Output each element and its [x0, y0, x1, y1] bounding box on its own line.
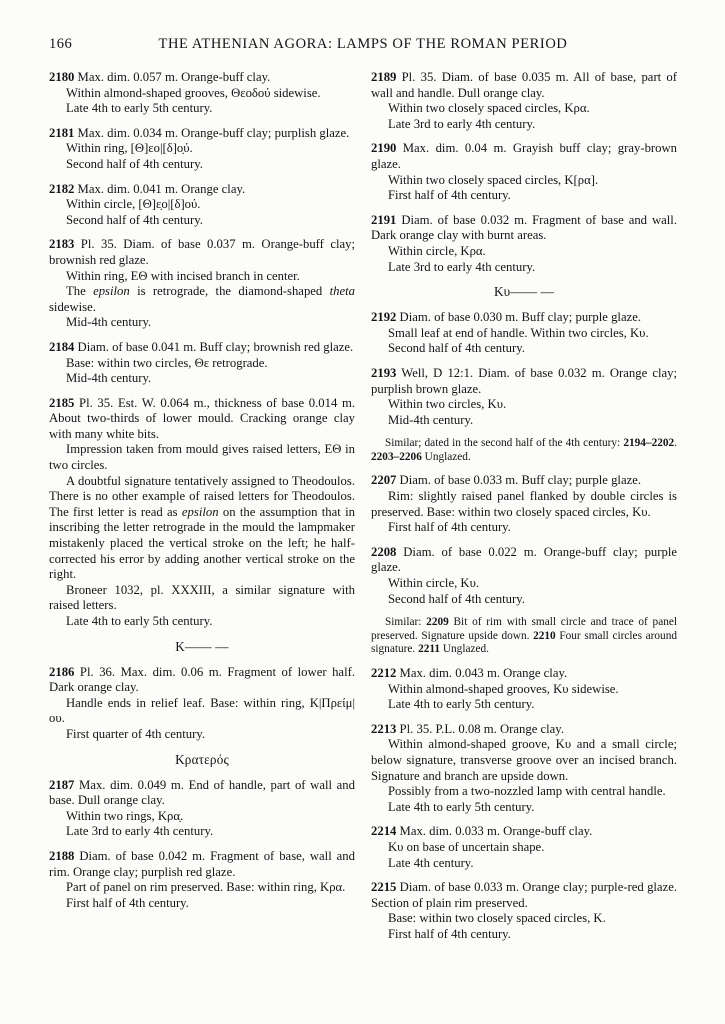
- paragraph: Late 4th to early 5th century.: [388, 799, 535, 814]
- catalog-entry-2181: [49, 126, 355, 173]
- paragraph: Within almond-shaped grooves, Θεοδού sidewise.: [66, 85, 321, 100]
- paragraph: Handle ends in relief leaf. Base: within ring, Κ|Πρείμ|ου.: [49, 695, 355, 726]
- paragraph: Small leaf at end of handle. Within two circles, Κυ.: [388, 325, 649, 340]
- paragraph: Within ring, ΕΘ with incised branch in center.: [66, 268, 300, 283]
- paragraph: Second half of 4th century.: [66, 212, 203, 227]
- left-column: [49, 70, 355, 994]
- paragraph: Second half of 4th century.: [388, 341, 525, 356]
- paragraph: 2182 Max. dim. 0.041 m. Orange clay.: [49, 181, 246, 196]
- paragraph: 2193 Well, D 12:1. Diam. of base 0.032 m. Orange clay; purplish brown glaze.: [371, 365, 677, 396]
- catalog-entry-2207: [371, 473, 677, 535]
- catalog-entry-2186: [49, 665, 355, 743]
- paragraph: Within two rings, Κρα̣.: [66, 808, 184, 823]
- catalog-entry-2190: [371, 141, 677, 203]
- paragraph: Late 4th century.: [388, 855, 474, 870]
- catalog-entry-2213: [371, 722, 677, 816]
- paragraph: 2212 Max. dim. 0.043 m. Orange clay.: [371, 666, 568, 680]
- section-heading: Κυ—— —: [493, 284, 555, 300]
- paragraph: Late 4th to early 5th century.: [388, 697, 535, 712]
- paragraph: Within almond-shaped groove, Κυ and a small circle; below signature, transverse groove over an incised branch. Signature and branch are upside down.: [371, 737, 677, 783]
- paragraph: 2180 Max. dim. 0.057 m. Orange-buff clay.: [49, 70, 271, 84]
- paragraph: Late 3rd to early 4th century.: [388, 259, 536, 274]
- paragraph: The epsilon is retrograde, the diamond-shaped theta sidewise.: [49, 284, 355, 314]
- paragraph: Within circle, Κυ.: [388, 576, 480, 591]
- paragraph: Rim: slightly raised panel flanked by double circles is preserved. Base: within two closely spaced circles, Κυ.: [371, 489, 677, 519]
- paragraph: 2186 Pl. 36. Max. dim. 0.06 m. Fragment of lower half. Dark orange clay.: [49, 664, 355, 695]
- page-header: [49, 36, 677, 56]
- catalog-entry-2182: [49, 182, 355, 229]
- catalog-entry-2189: [371, 70, 677, 132]
- catalog-entry-2185: [49, 396, 355, 630]
- catalog-entry-2192: [371, 310, 677, 357]
- paragraph: Possibly from a two-nozzled lamp with central handle.: [388, 784, 666, 799]
- paragraph: Within circle, Κρα.: [388, 243, 486, 258]
- paragraph: Base: within two closely spaced circles, Κ.: [388, 911, 606, 926]
- paragraph: Second half of 4th century.: [388, 591, 525, 606]
- paragraph: Late 4th to early 5th century.: [66, 101, 213, 116]
- paragraph: Within two closely spaced circles, Κ[ρα].: [388, 172, 599, 187]
- catalog-entry-2215: [371, 880, 677, 942]
- paragraph: Similar; dated in the second half of the 4th century: 2194–2202. 2203–2206 Unglazed.: [371, 437, 677, 463]
- paragraph: 2190 Max. dim. 0.04 m. Grayish buff clay; gray-brown glaze.: [371, 141, 677, 171]
- section-heading: Κρατερός: [175, 751, 229, 767]
- paragraph: First half of 4th century.: [388, 926, 511, 941]
- paragraph: First half of 4th century.: [66, 895, 189, 910]
- catalog-entry-2180: [49, 70, 355, 117]
- page-number: 166: [49, 36, 73, 52]
- catalog-entry-2208: [371, 545, 677, 607]
- paragraph: Second half of 4th century.: [66, 156, 203, 171]
- paragraph: 2207 Diam. of base 0.033 m. Buff clay; purple glaze.: [371, 473, 642, 488]
- paragraph: 2183 Pl. 35. Diam. of base 0.037 m. Orange-buff clay; brownish red glaze.: [49, 237, 355, 267]
- paragraph: Within two closely spaced circles, Κρα.: [388, 101, 590, 116]
- paragraph: Mid-4th century.: [66, 315, 152, 330]
- paragraph: First half of 4th century.: [388, 188, 511, 203]
- similar-note: [371, 437, 677, 464]
- paragraph: Base: within two circles, Θε retrograde.: [66, 355, 268, 370]
- text-columns: [49, 70, 677, 994]
- paragraph: Within circle, [Θ]ε̣ο|[δ]ού.: [66, 197, 201, 212]
- paragraph: Within ring, [Θ]εο|[δ]ο̣ύ.: [66, 141, 193, 156]
- paragraph: A doubtful signature tentatively assigned to Theodoulos. There is no other example of raised letters for Theodoulos. The first letter is read as epsilon on the assumption that in inscribing the letter retrograde in the mould the lampmaker mistakenly placed the vertical stroke on the left; he half-corrected his error by adding another vertical stroke on the right.: [49, 473, 355, 582]
- paragraph: 2184 Diam. of base 0.041 m. Buff clay; brownish red glaze.: [49, 339, 354, 354]
- paragraph: Within two circles, Κυ.: [388, 397, 507, 412]
- paragraph: 2187 Max. dim. 0.049 m. End of handle, part of wall and base. Dull orange clay.: [49, 777, 355, 808]
- catalog-entry-2193: [371, 366, 677, 428]
- paragraph: 2188 Diam. of base 0.042 m. Fragment of base, wall and rim. Orange clay; purplish red glaze.: [49, 848, 355, 879]
- paragraph: Late 4th to early 5th century.: [66, 614, 213, 628]
- paragraph: 2208 Diam. of base 0.022 m. Orange-buff clay; purple glaze.: [371, 544, 677, 575]
- paragraph: Late 3rd to early 4th century.: [388, 116, 536, 131]
- paragraph: First half of 4th century.: [388, 520, 511, 535]
- paragraph: 2214 Max. dim. 0.033 m. Orange-buff clay.: [371, 824, 593, 839]
- paragraph: Similar: 2209 Bit of rim with small circle and trace of panel preserved. Signature upside down. 2210 Four small circles around signature. 2211 Unglazed.: [371, 616, 678, 656]
- paragraph: Mid-4th century.: [388, 412, 474, 427]
- paragraph: Mid-4th century.: [66, 371, 152, 386]
- paragraph: Impression taken from mould gives raised letters, ΕΘ in two circles.: [49, 442, 355, 473]
- catalog-entry-2191: [371, 213, 677, 275]
- section-heading: Κ—— —: [175, 638, 229, 654]
- paragraph: Broneer 1032, pl. XXXIII, a similar signature with raised letters.: [49, 582, 355, 613]
- catalog-entry-2188: [49, 849, 355, 911]
- paragraph: 2191 Diam. of base 0.032 m. Fragment of base and wall. Dark orange clay with burnt areas.: [371, 212, 677, 243]
- catalog-entry-2214: [371, 824, 677, 871]
- similar-note: [371, 616, 677, 657]
- paragraph: 2181 Max. dim. 0.034 m. Orange-buff clay; purplish glaze.: [49, 125, 350, 140]
- catalog-entry-2184: [49, 340, 355, 387]
- paragraph: 2185 Pl. 35. Est. W. 0.064 m., thickness of base 0.014 m. About two-thirds of lower mould. Cracking orange clay with many white bits.: [49, 395, 355, 441]
- paragraph: Within almond-shaped grooves, Κυ sidewise.: [388, 681, 619, 696]
- paragraph: 2189 Pl. 35. Diam. of base 0.035 m. All of base, part of wall and handle. Dull orange clay.: [371, 70, 677, 100]
- paragraph: First quarter of 4th century.: [66, 726, 206, 741]
- running-title: THE ATHENIAN AGORA: LAMPS OF THE ROMAN PERIOD: [158, 36, 568, 52]
- paragraph: 2215 Diam. of base 0.033 m. Orange clay; purple-red glaze. Section of plain rim preserved.: [371, 880, 677, 910]
- catalog-entry-2212: [371, 666, 677, 713]
- catalog-entry-2187: [49, 778, 355, 840]
- paragraph: 2192 Diam. of base 0.030 m. Buff clay; purple glaze.: [371, 310, 642, 325]
- paragraph: Part of panel on rim preserved. Base: within ring, Κρα.: [66, 880, 346, 895]
- paragraph: Late 3rd to early 4th century.: [66, 824, 214, 839]
- catalog-entry-2183: [49, 237, 355, 331]
- paragraph: 2213 Pl. 35. P.L. 0.08 m. Orange clay.: [371, 721, 564, 736]
- paragraph: Κυ on base of uncertain shape.: [388, 839, 545, 854]
- right-column: [371, 70, 677, 994]
